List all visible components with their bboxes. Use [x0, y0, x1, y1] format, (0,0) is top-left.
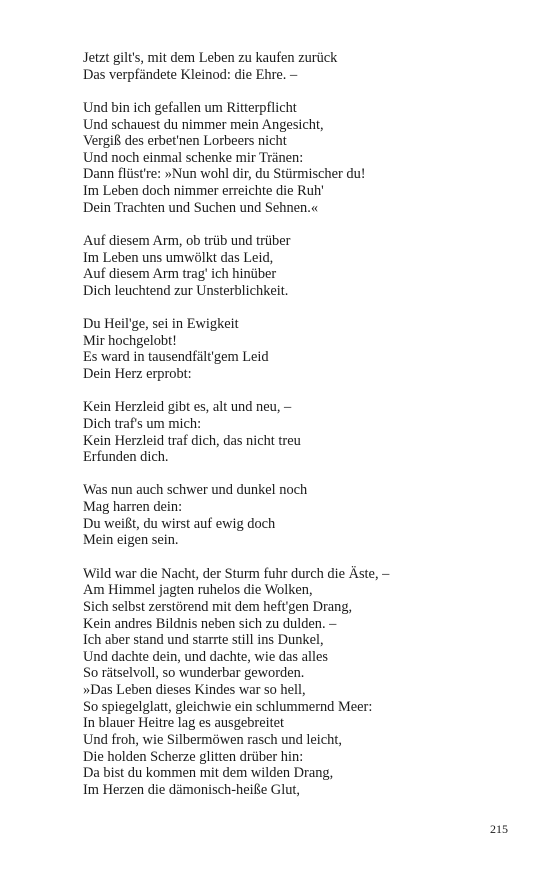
- poem-line: Dich leuchtend zur Unsterblichkeit.: [83, 282, 289, 299]
- poem-line: Die holden Scherze glitten drüber hin:: [83, 748, 304, 765]
- stanza-5: [83, 399, 523, 466]
- poem-line: Dich traf's um mich:: [83, 415, 202, 432]
- poem-line: Erfunden dich.: [83, 449, 169, 466]
- poem-line: So spiegelglatt, gleichwie ein schlummernd Meer:: [83, 698, 373, 715]
- poem-line: In blauer Heitre lag es ausgebreitet: [83, 715, 284, 732]
- poem-line: Dein Herz erprobt:: [83, 366, 192, 383]
- stanza-7: [83, 566, 523, 799]
- poem-line: Und noch einmal schenke mir Tränen:: [83, 149, 304, 166]
- poem-line: Kein Herzleid gibt es, alt und neu, –: [83, 399, 292, 416]
- poem-line: Jetzt gilt's, mit dem Leben zu kaufen zurück: [83, 50, 338, 66]
- poem-line: Du weißt, du wirst auf ewig doch: [83, 515, 276, 532]
- poem-line: Dann flüst're: »Nun wohl dir, du Stürmischer du!: [83, 166, 366, 183]
- poem-line: »Das Leben dieses Kindes war so hell,: [83, 682, 306, 699]
- poem-line: Kein Herzleid traf dich, das nicht treu: [83, 432, 301, 449]
- poem-line: So rätselvoll, so wunderbar geworden.: [83, 665, 305, 682]
- poem-text: [83, 50, 523, 815]
- stanza-2: [83, 100, 523, 216]
- poem-line: Wild war die Nacht, der Sturm fuhr durch die Äste, –: [83, 565, 390, 582]
- poem-line: Dein Trachten und Suchen und Sehnen.«: [83, 199, 319, 216]
- poem-line: Mir hochgelobt!: [83, 332, 177, 349]
- stanza-1: [83, 50, 523, 83]
- poem-line: Sich selbst zerstörend mit dem heft'gen Drang,: [83, 598, 353, 615]
- poem-line: Was nun auch schwer und dunkel noch: [83, 482, 308, 499]
- poem-line: Das verpfändete Kleinod: die Ehre. –: [83, 66, 298, 83]
- poem-line: Im Leben uns umwölkt das Leid,: [83, 249, 274, 266]
- stanza-4: [83, 316, 523, 383]
- poem-line: Im Herzen die dämonisch-heiße Glut,: [83, 781, 300, 798]
- poem-line: Es ward in tausendfält'gem Leid: [83, 349, 269, 366]
- poem-line: Im Leben doch nimmer erreichte die Ruh': [83, 183, 324, 200]
- poem-line: Und froh, wie Silbermöwen rasch und leicht,: [83, 731, 342, 748]
- poem-line: Kein andres Bildnis neben sich zu dulden. –: [83, 615, 337, 632]
- stanza-6: [83, 482, 523, 549]
- poem-line: Ich aber stand und starrte still ins Dunkel,: [83, 632, 324, 649]
- poem-line: Und schauest du nimmer mein Angesicht,: [83, 116, 324, 133]
- page-number: 215: [490, 822, 508, 836]
- poem-line: Vergiß des erbet'nen Lorbeers nicht: [83, 133, 287, 150]
- poem-line: Mag harren dein:: [83, 499, 183, 516]
- stanza-3: [83, 233, 523, 300]
- poem-line: Da bist du kommen mit dem wilden Drang,: [83, 765, 334, 782]
- poem-line: Du Heil'ge, sei in Ewigkeit: [83, 316, 239, 333]
- poem-line: Auf diesem Arm trag' ich hinüber: [83, 266, 277, 283]
- poem-line: Und bin ich gefallen um Ritterpflicht: [83, 99, 297, 116]
- poem-line: Und dachte dein, und dachte, wie das alles: [83, 648, 328, 665]
- poem-line: Auf diesem Arm, ob trüb und trüber: [83, 232, 291, 249]
- poem-line: Mein eigen sein.: [83, 532, 179, 549]
- poem-line: Am Himmel jagten ruhelos die Wolken,: [83, 582, 313, 599]
